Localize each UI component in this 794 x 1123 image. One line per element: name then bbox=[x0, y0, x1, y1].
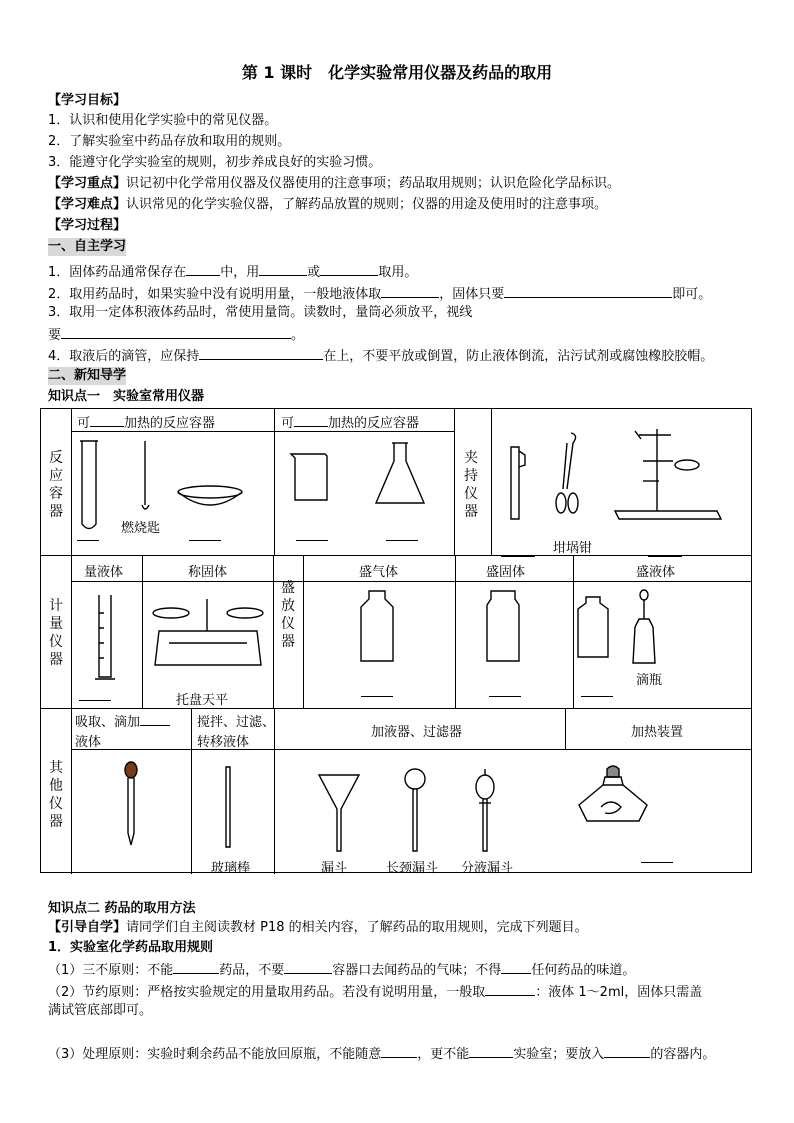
dropper-icon bbox=[123, 761, 139, 847]
header-can-heat: 可 加热的反应容器 bbox=[77, 412, 215, 431]
header-heater: 加热装置 bbox=[631, 725, 684, 740]
blank[interactable] bbox=[140, 712, 170, 726]
blank[interactable] bbox=[381, 1044, 417, 1058]
header-can-heat-2: 可 加热的反应容器 bbox=[281, 412, 419, 431]
funnel-label: 漏斗 bbox=[321, 861, 348, 876]
balance-label: 托盘天平 bbox=[176, 693, 229, 708]
blank[interactable] bbox=[294, 413, 328, 427]
glass-rod-icon bbox=[223, 765, 233, 849]
dropper-bottle-label: 滴瓶 bbox=[636, 673, 663, 688]
alcohol-lamp-icon bbox=[575, 763, 651, 825]
graduated-cylinder-icon bbox=[93, 593, 117, 685]
blank[interactable] bbox=[186, 262, 220, 276]
blank[interactable] bbox=[386, 527, 418, 541]
header-store-solid: 盛固体 bbox=[486, 565, 526, 580]
knowledge-point-1: 知识点一 实验室常用仪器 bbox=[48, 389, 205, 404]
page-title: 第 1 课时 化学实验常用仪器及药品的取用 bbox=[241, 63, 553, 82]
blank[interactable] bbox=[469, 1044, 513, 1058]
section-self-study: 一、自主学习 bbox=[48, 239, 127, 254]
diff-text: 认识常见的化学实验仪器，了解药品放置的规则；仪器的用途及使用时的注意事项。 bbox=[126, 197, 608, 212]
tongs-label: 坩埚钳 bbox=[553, 541, 593, 556]
process-header: 【学习过程】 bbox=[48, 218, 127, 233]
gas-bottle-icon bbox=[357, 589, 397, 663]
spoon-label: 燃烧匙 bbox=[121, 521, 161, 536]
tube-holder-icon bbox=[507, 441, 527, 521]
test-tube-icon bbox=[79, 439, 99, 534]
blank[interactable] bbox=[296, 527, 328, 541]
knowledge-point-2: 知识点二 药品的取用方法 bbox=[48, 901, 196, 916]
blank[interactable] bbox=[77, 527, 99, 541]
section-new-knowledge: 二、新知导学 bbox=[48, 368, 127, 383]
rule-2: （2）节约原则：严格按实验规定的用量取用药品。若没有说明用量，一般取 ：液体 1～2ml，固体只需盖 bbox=[48, 982, 702, 1002]
goal-1: 1．认识和使用化学实验中的常见仪器。 bbox=[48, 113, 278, 128]
header-weigh-solid: 称固体 bbox=[188, 565, 228, 580]
question-4: 4．取液后的滴管，应保持 在上，不要平放或倒置，防止液体倒流，沾污试剂或腐蚀橡胶胶帽。 bbox=[48, 346, 713, 366]
balance-icon bbox=[149, 591, 269, 671]
crucible-tongs-icon bbox=[553, 429, 583, 519]
key-label: 【学习重点】 bbox=[48, 176, 127, 191]
header-suck: 吸取、滴加 bbox=[75, 711, 170, 730]
reagent-bottle-icon bbox=[574, 595, 612, 659]
blank[interactable] bbox=[79, 687, 111, 701]
rule-2-cont: 满试管底部即可。 bbox=[48, 1003, 153, 1018]
difficulties bbox=[48, 196, 607, 214]
rule-header: 1．实验室化学药品取用规则 bbox=[48, 940, 214, 955]
blank[interactable] bbox=[90, 413, 124, 427]
evaporating-dish-icon bbox=[176, 484, 244, 512]
header-stir: 搅拌、过滤、 bbox=[197, 715, 276, 730]
header-suck-b: 液体 bbox=[75, 735, 102, 750]
long-funnel-label: 长颈漏斗 bbox=[386, 861, 439, 876]
diff-label: 【学习难点】 bbox=[48, 197, 127, 212]
conical-flask-icon bbox=[374, 441, 426, 507]
blank[interactable] bbox=[259, 262, 307, 276]
blank[interactable] bbox=[320, 262, 378, 276]
separatory-funnel-icon bbox=[473, 767, 497, 853]
rule-1: （1）三不原则：不能 药品，不要 容器口去闻药品的气味；不得 任何药品的味道。 bbox=[48, 960, 635, 980]
beaker-icon bbox=[289, 452, 331, 504]
row-label-clamp: 夹持仪器 bbox=[464, 450, 478, 520]
row-label-store: 盛放仪器 bbox=[281, 580, 295, 650]
row-label-other: 其他仪器 bbox=[49, 760, 63, 830]
guide: 【引导自学】请同学们自主阅读教材 P18 的相关内容，了解药品的取用规则，完成下列题目。 bbox=[48, 920, 588, 935]
blank[interactable] bbox=[284, 960, 332, 974]
header-stir-b: 转移液体 bbox=[197, 735, 250, 750]
dropper-bottle-icon bbox=[629, 589, 659, 665]
header-store-liquid: 盛液体 bbox=[636, 565, 676, 580]
blank[interactable] bbox=[189, 527, 221, 541]
rule-3: （3）处理原则：实验时剩余药品不能放回原瓶，不能随意 ，更不能 实验室；要放入 的容器内。 bbox=[48, 1044, 715, 1064]
blank[interactable] bbox=[641, 849, 673, 863]
key-text: 识记初中化学常用仪器及仪器使用的注意事项；药品取用规则；认识危险化学品标识。 bbox=[126, 176, 621, 191]
header-measure-liquid: 量液体 bbox=[84, 565, 124, 580]
blank[interactable] bbox=[485, 982, 535, 996]
question-1: 1．固体药品通常保存在 中，用 或 取用。 bbox=[48, 262, 417, 282]
blank[interactable] bbox=[504, 284, 672, 298]
row-label-measure: 计量仪器 bbox=[49, 598, 63, 668]
glass-rod-label: 玻璃棒 bbox=[211, 861, 251, 876]
combustion-spoon-icon bbox=[141, 439, 153, 514]
question-3: 3．取用一定体积液体药品时，常使用量筒。读数时，量筒必须放平，视线 bbox=[48, 305, 473, 320]
goals-header: 【学习目标】 bbox=[48, 93, 127, 108]
blank[interactable] bbox=[381, 284, 439, 298]
blank[interactable] bbox=[648, 543, 682, 557]
blank[interactable] bbox=[501, 960, 531, 974]
blank[interactable] bbox=[489, 683, 521, 697]
question-3-cont: 要 。 bbox=[48, 325, 304, 345]
wide-mouth-bottle-icon bbox=[483, 589, 523, 663]
blank[interactable] bbox=[361, 683, 393, 697]
instrument-table bbox=[40, 408, 752, 876]
funnel-icon bbox=[317, 773, 361, 853]
sep-funnel-label: 分液漏斗 bbox=[461, 861, 514, 876]
long-neck-funnel-icon bbox=[403, 767, 427, 853]
question-2: 2．取用药品时，如果实验中没有说明用量，一般地液体取 ，固体只要 即可。 bbox=[48, 284, 711, 304]
header-store-gas: 盛气体 bbox=[359, 565, 399, 580]
blank[interactable] bbox=[61, 325, 291, 339]
blank[interactable] bbox=[581, 683, 613, 697]
blank[interactable] bbox=[604, 1044, 650, 1058]
blank[interactable] bbox=[173, 960, 219, 974]
blank[interactable] bbox=[115, 859, 147, 873]
blank[interactable] bbox=[501, 543, 535, 557]
row-label-reaction: 反应容器 bbox=[49, 450, 63, 520]
blank[interactable] bbox=[199, 346, 323, 360]
header-add-filter: 加液器、过滤器 bbox=[371, 725, 463, 740]
key-points bbox=[48, 175, 620, 193]
goal-2: 2．了解实验室中药品存放和取用的规则。 bbox=[48, 134, 291, 149]
goal-3: 3．能遵守化学实验室的规则，初步养成良好的实验习惯。 bbox=[48, 155, 382, 170]
iron-stand-icon bbox=[613, 421, 725, 523]
